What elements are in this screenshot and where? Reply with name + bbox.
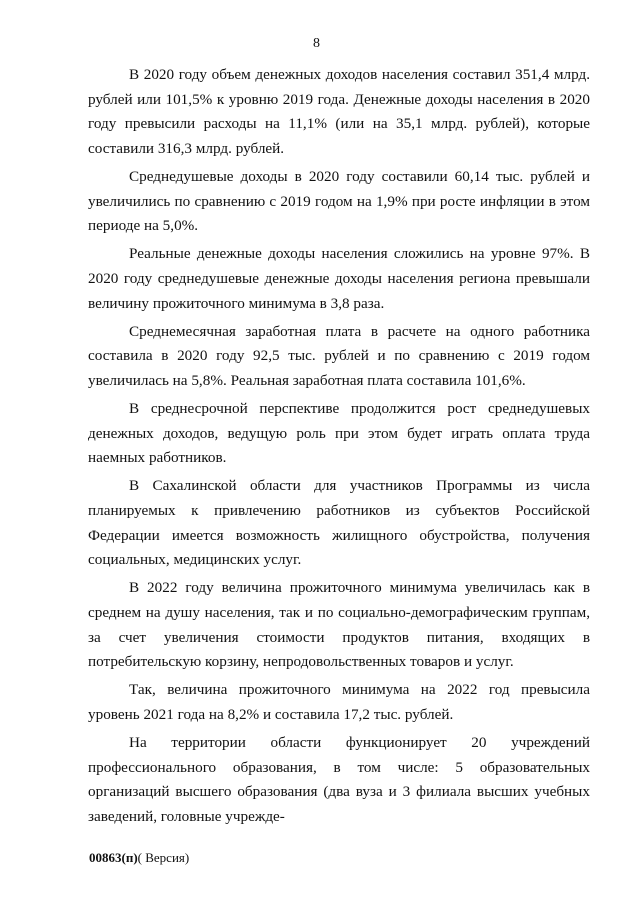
document-footer [89, 850, 189, 866]
paragraph-medium-term-outlook: В среднесрочной перспективе продолжится рост среднедушевых денежных доходов, ведущую роль при этом будет играть оплата труда наемных работников. [88, 400, 590, 467]
paragraph-per-capita-income: Среднедушевые доходы в 2020 году составили 60,14 тыс. рублей и увеличились по сравнению с 2019 годом на 1,9% при росте инфляции в этом периоде на 5,0%. [88, 167, 590, 235]
paragraph-income-2020: В 2020 году объем денежных доходов населения составил 351,4 млрд. рублей или 101,5% к уровню 2019 года. Денежные доходы населения в 2020 году превысили расходы на 11,1% (или на 35,1 млрд. рублей), которые составили 316,3 млрд. рублей. [88, 66, 590, 157]
document-body [88, 63, 590, 833]
page-number: 8 [313, 36, 320, 51]
paragraph-average-wage: Среднемесячная заработная плата в расчете на одного работника составила в 2020 году 92,5 тыс. рублей и по сравнению с 2019 годом увеличилась на 5,8%. Реальная заработная плата составила 101,6%. [88, 322, 590, 389]
paragraph-subsistence-minimum-growth: Так, величина прожиточного минимума на 2022 год превысила уровень 2021 года на 8,2% и составила 17,2 тыс. рублей. [88, 681, 590, 723]
paragraph-program-participants: В Сахалинской области для участников Программы из числа планируемых к привлечению работников из субъектов Российской Федерации имеется возможность жилищного обустройства, получения социальных, медицинских услуг. [88, 477, 590, 569]
paragraph-subsistence-minimum-2022: В 2022 году величина прожиточного минимума увеличилась как в среднем на душу населения, так и по социально-демографическим группам, за счет увеличения стоимости продуктов питания, входящих в потребительскую корзину, непродовольственных товаров и услуг. [88, 579, 590, 671]
document-version: ( Версия) [137, 850, 190, 865]
document-code: 00863(п) [89, 850, 138, 865]
paragraph-real-income: Реальные денежные доходы населения сложились на уровне 97%. В 2020 году среднедушевые денежные доходы населения региона превышали величину прожиточного минимума в 3,8 раза. [88, 245, 590, 312]
paragraph-education-institutions: На территории области функционирует 20 учреждений профессионального образования, в том числе: 5 образовательных организаций высшего образования (два вуза и 3 филиала высших учебных заведений, головные учрежде- [88, 734, 590, 825]
